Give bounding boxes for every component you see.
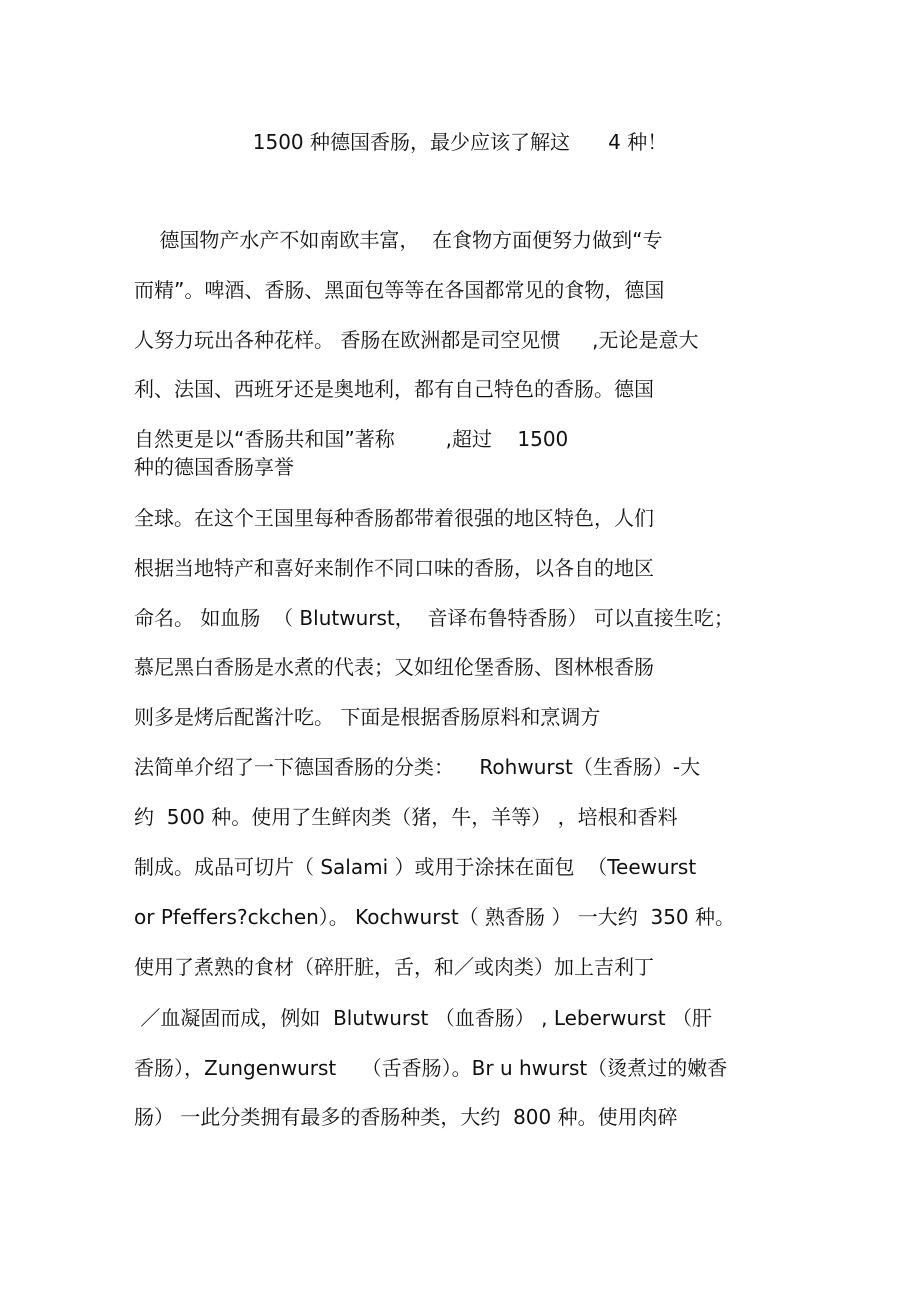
paragraph-line-14: 制成。成品可切片（ Salami ）或用于涂抹在面包 （Teewurst <box>134 855 697 879</box>
paragraph-line-19: 肠） 一此分类拥有最多的香肠种类，大约 800 种。使用肉碎 <box>134 1105 678 1129</box>
paragraph-line-5: 自然更是以“香肠共和国”著称 ,超过 1500 <box>134 427 569 451</box>
paragraph-line-3: 人努力玩出各种花样。 香肠在欧洲都是司空见惯 ,无论是意大 <box>134 328 699 352</box>
paragraph-line-10: 慕尼黑白香肠是水煮的代表；又如纽伦堡香肠、图林根香肠 <box>134 655 654 679</box>
paragraph-line-15: or Pfeffers?ckchen）。 Kochwurst（ 熟香肠 ） 一大约 350 种。 <box>134 905 736 929</box>
paragraph-line-16: 使用了煮熟的食材（碎肝脏，舌，和／或肉类）加上吉利丁 <box>134 955 654 979</box>
paragraph-line-7: 全球。在这个王国里每种香肠都带着很强的地区特色，人们 <box>134 506 654 530</box>
paragraph-line-4: 利、法国、西班牙还是奥地利，都有自己特色的香肠。德国 <box>134 377 654 401</box>
paragraph-line-18: 香肠），Zungenwurst （舌香肠）。Br u hwurst（烫煮过的嫩香 <box>134 1056 728 1080</box>
paragraph-line-8: 根据当地特产和喜好来制作不同口味的香肠，以各自的地区 <box>134 556 654 580</box>
paragraph-line-13: 约 500 种。使用了生鲜肉类（猪，牛，羊等） ，培根和香料 <box>134 805 678 829</box>
paragraph-line-12: 法简单介绍了一下德国香肠的分类： Rohwurst（生香肠）-大 <box>134 755 701 779</box>
paragraph-line-11: 则多是烤后配酱汁吃。 下面是根据香肠原料和烹调方 <box>134 705 601 729</box>
document-title: 1500 种德国香肠，最少应该了解这 4 种！ <box>252 130 668 154</box>
paragraph-line-9: 命名。 如血肠 （ Blutwurst， 音译布鲁特香肠） 可以直接生吃； <box>134 606 734 630</box>
paragraph-line-1: 德国物产水产不如南欧丰富， 在食物方面便努力做到“专 <box>134 228 663 252</box>
paragraph-line-6: 种的德国香肠享誉 <box>134 455 294 479</box>
paragraph-line-2: 而精”。啤酒、香肠、黑面包等等在各国都常见的食物，德国 <box>134 278 665 302</box>
paragraph-line-17: ／血凝固而成，例如 Blutwurst （血香肠） , Leberwurst （肝 <box>134 1006 713 1030</box>
